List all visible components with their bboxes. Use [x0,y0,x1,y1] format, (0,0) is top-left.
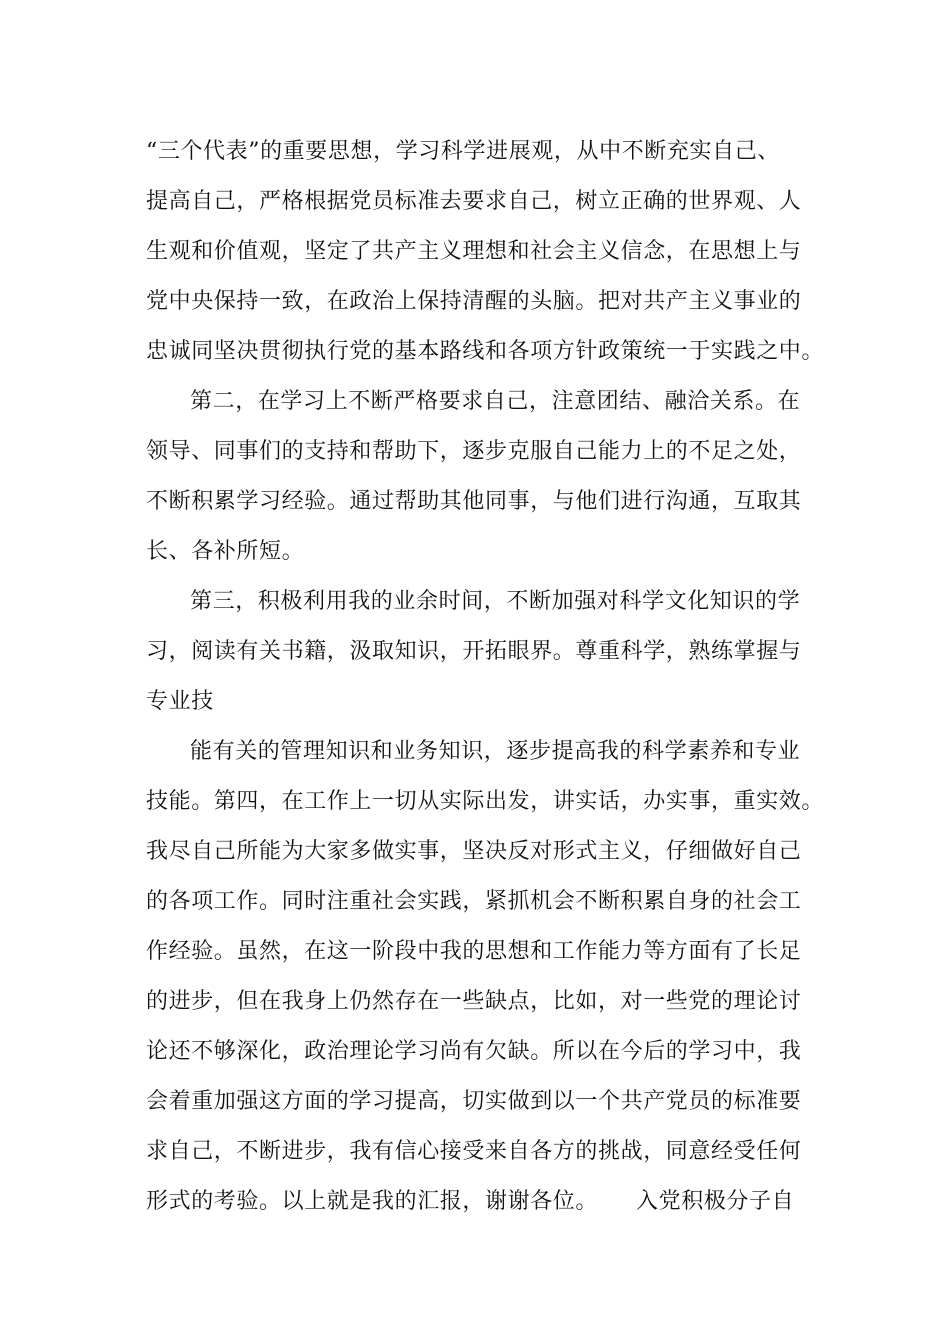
text-line: 领导、同事们的支持和帮助下，逐步克服自己能力上的不足之处， [146,439,802,464]
text-line: 技能。第四，在工作上一切从实际出发，讲实话，办实事，重实效。 [146,789,825,814]
text-line: 不断积累学习经验。通过帮助其他同事，与他们进行沟通，互取其 [146,489,802,514]
text-line: 会着重加强这方面的学习提高，切实做到以一个共产党员的标准要 [146,1089,802,1114]
text-line: 求自己，不断进步，我有信心接受来自各方的挑战，同意经受任何 [146,1139,802,1164]
text-line: 生观和价值观，坚定了共产主义理想和社会主义信念，在思想上与 [146,239,802,264]
text-line: 的进步，但在我身上仍然存在一些缺点，比如，对一些党的理论讨 [146,989,802,1014]
closing-sentence: 形式的考验。以上就是我的汇报，谢谢各位。 [146,1189,599,1214]
text-line-final [146,1187,794,1217]
text-line: “三个代表”的重要思想，学习科学进展观，从中不断充实自己、 [146,139,780,164]
trailing-heading-fragment: 入党积极分子自 [636,1189,795,1214]
text-line: 提高自己，严格根据党员标准去要求自己，树立正确的世界观、人 [146,189,802,214]
paragraph-continuation-start: 能有关的管理知识和业务知识，逐步提高我的科学素养和专业 [190,739,801,764]
text-line: 党中央保持一致，在政治上保持清醒的头脑。把对共产主义事业的 [146,289,802,314]
paragraph-second-start: 第二，在学习上不断严格要求自己，注意团结、融洽关系。在 [190,389,801,414]
text-line: 作经验。虽然，在这一阶段中我的思想和工作能力等方面有了长足 [146,939,802,964]
text-line: 专业技 [146,689,214,714]
text-line: 习，阅读有关书籍，汲取知识，开拓眼界。尊重科学，熟练掌握与 [146,639,802,664]
text-line: 我尽自己所能为大家多做实事，坚决反对形式主义，仔细做好自己 [146,839,802,864]
paragraph-third-start: 第三，积极利用我的业余时间，不断加强对科学文化知识的学 [190,589,801,614]
text-line: 论还不够深化，政治理论学习尚有欠缺。所以在今后的学习中，我 [146,1039,802,1064]
text-line: 的各项工作。同时注重社会实践，紧抓机会不断积累自身的社会工 [146,889,802,914]
text-line: 忠诚同坚决贯彻执行党的基本路线和各项方针政策统一于实践之中。 [146,339,825,364]
text-line: 长、各补所短。 [146,539,305,564]
